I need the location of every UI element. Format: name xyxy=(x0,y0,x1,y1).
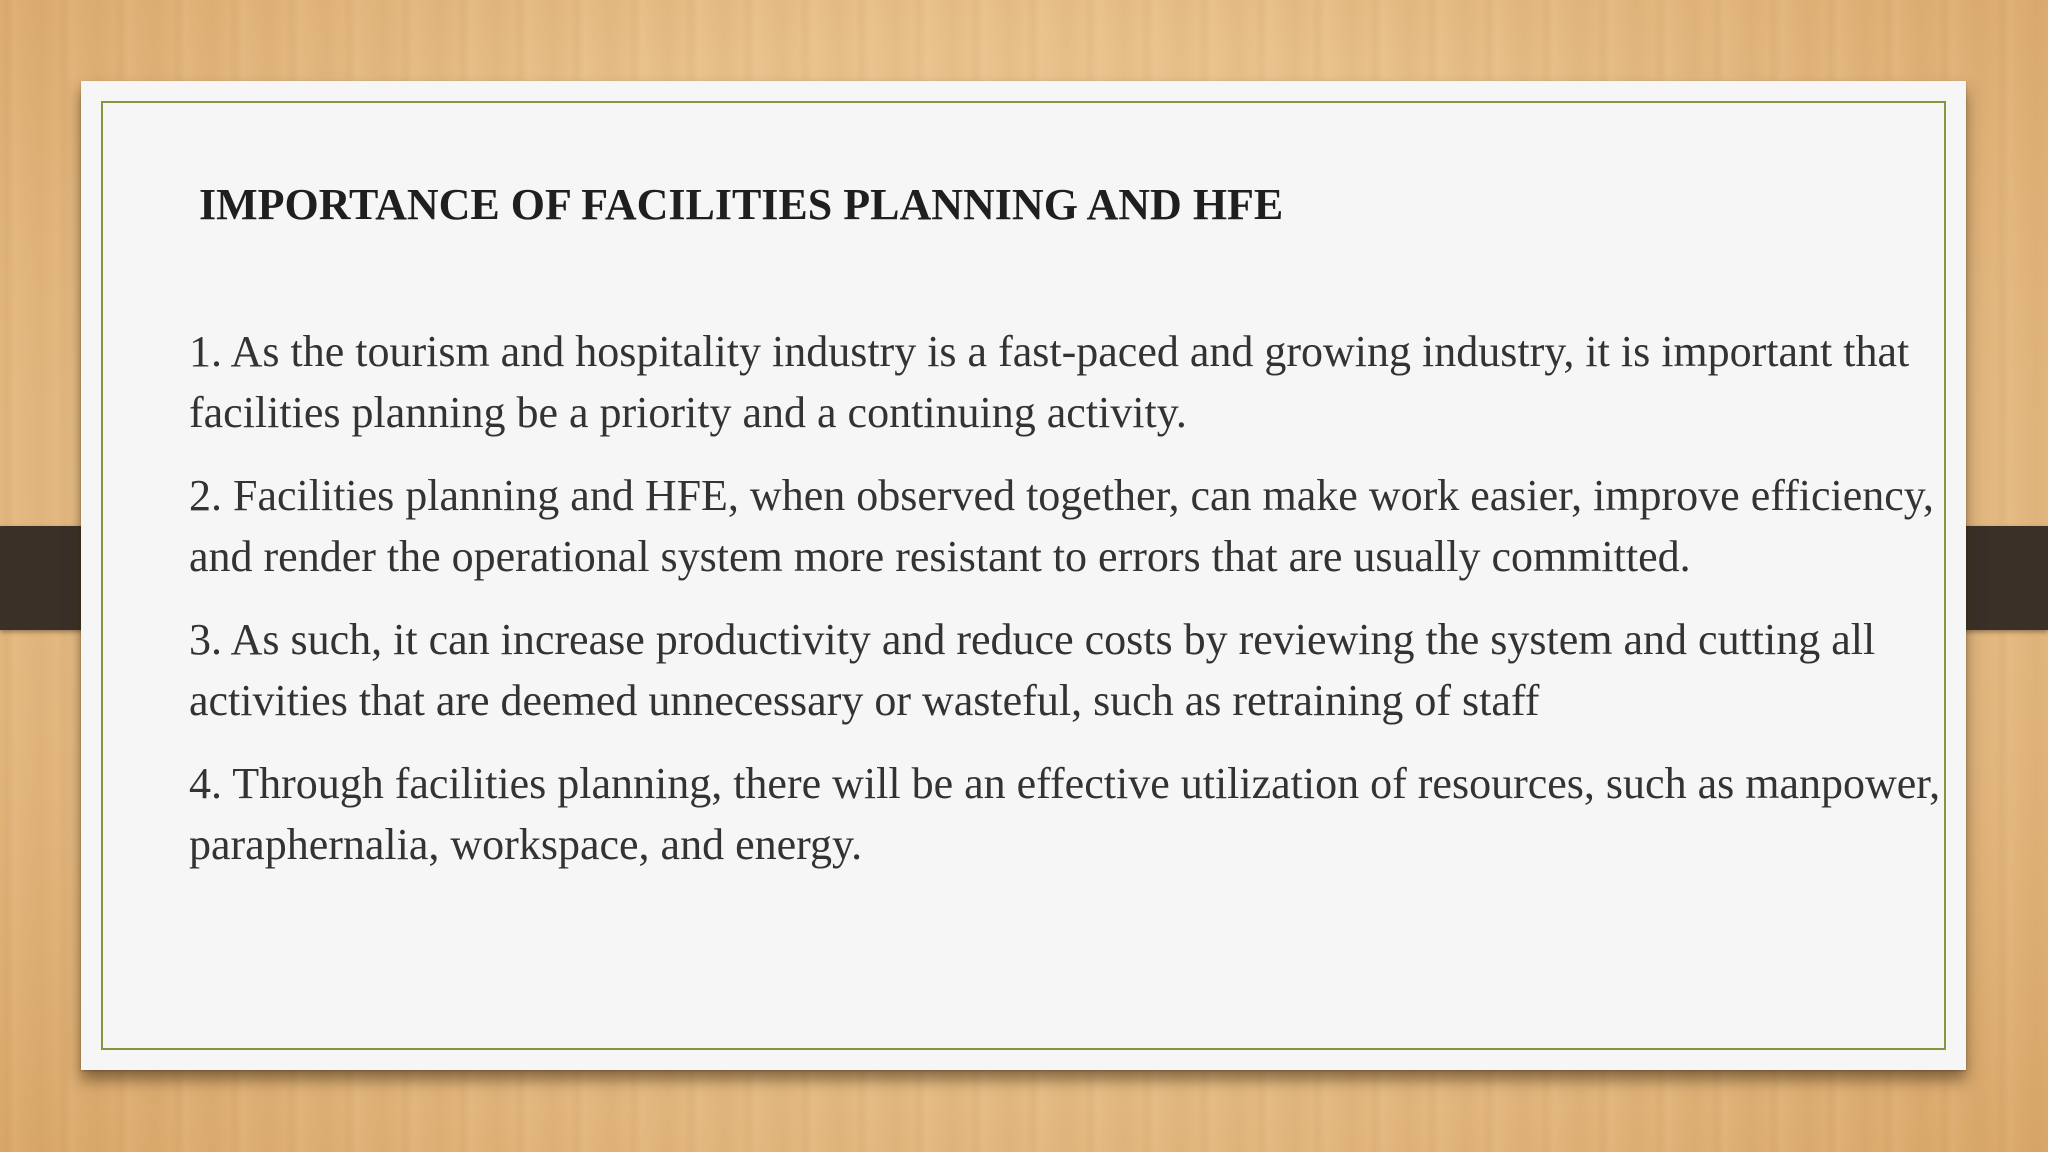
slide-card xyxy=(81,81,1966,1070)
list-item: 1. As the tourism and hospitality industry is a fast-paced and growing industry, it is important that facilities planning be a priority and a continuing activity. xyxy=(189,327,1910,437)
slide-title: IMPORTANCE OF FACILITIES PLANNING AND HFE xyxy=(199,180,1284,229)
list-item: 2. Facilities planning and HFE, when observed together, can make work easier, improve efficiency, and render the operational system more resistant to errors that are usually committed. xyxy=(189,471,1934,581)
list-item: 3. As such, it can increase productivity and reduce costs by reviewing the system and cutting all activities that are deemed unnecessary or wasteful, such as retraining of staff xyxy=(189,615,1876,725)
bullet-list xyxy=(189,321,1949,897)
list-item: 4. Through facilities planning, there will be an effective utilization of resources, such as manpower, paraphernalia, workspace, and energy. xyxy=(189,759,1941,869)
